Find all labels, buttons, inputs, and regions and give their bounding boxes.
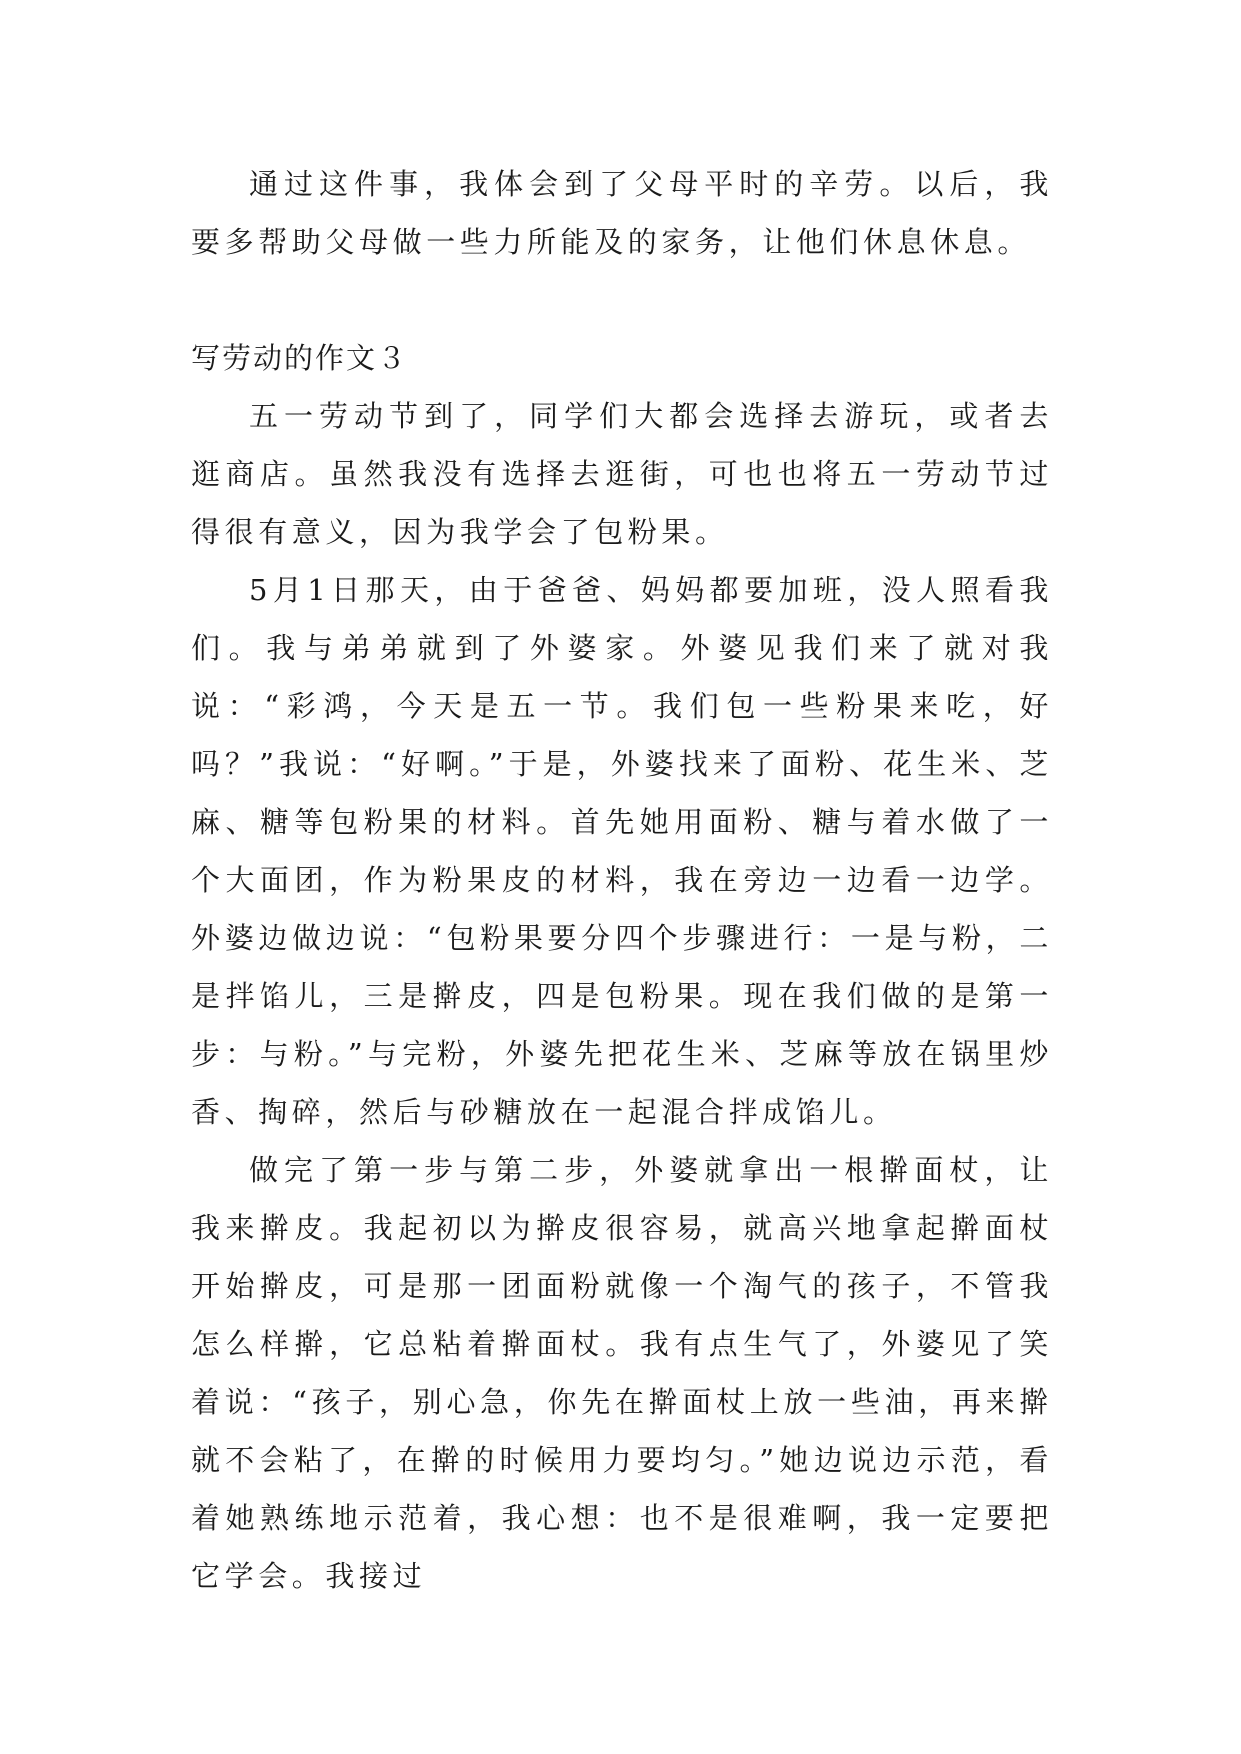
essay-title: 写劳动的作文３ (191, 341, 409, 375)
paragraph-1: 五一劳动节到了，同学们大都会选择去游玩，或者去逛商店。虽然我没有选择去逛街，可也也将五一劳动节过得很有意义，因为我学会了包粉果。 (191, 399, 1053, 549)
paragraph-2: 5月1日那天，由于爸爸、妈妈都要加班，没人照看我们。我与弟弟就到了外婆家。外婆见我们来了就对我说：“彩鸿，今天是五一节。我们包一些粉果来吃，好吗？”我说：“好啊。”于是，外婆找来了面粉、花生米、芝麻、糖等包粉果的材料。首先她用面粉、糖与着水做了一个大面团，作为粉果皮的材料，我在旁边一边看一边学。外婆边做边说：“包粉果要分四个步骤进行：一是与粉，二是拌馅儿，三是擀皮，四是包粉果。现在我们做的是第一步：与粉。”与完粉，外婆先把花生米、芝麻等放在锅里炒香、掏碎，然后与砂糖放在一起混合拌成馅儿。 (191, 573, 1053, 1129)
paragraph-conclusion: 通过这件事，我体会到了父母平时的辛劳。以后，我要多帮助父母做一些力所能及的家务，让他们休息休息。 (191, 167, 1053, 259)
paragraph-3: 做完了第一步与第二步，外婆就拿出一根擀面杖，让我来擀皮。我起初以为擀皮很容易，就高兴地拿起擀面杖开始擀皮，可是那一团面粉就像一个淘气的孩子，不管我怎么样擀，它总粘着擀面杖。我有点生气了，外婆见了笑着说：“孩子，别心急，你先在擀面杖上放一些油，再来擀就不会粘了，在擀的时候用力要均匀。”她边说边示范，看着她熟练地示范着，我心想：也不是很难啊，我一定要把它学会。我接过 (191, 1153, 1053, 1593)
document-body (191, 155, 1053, 1605)
